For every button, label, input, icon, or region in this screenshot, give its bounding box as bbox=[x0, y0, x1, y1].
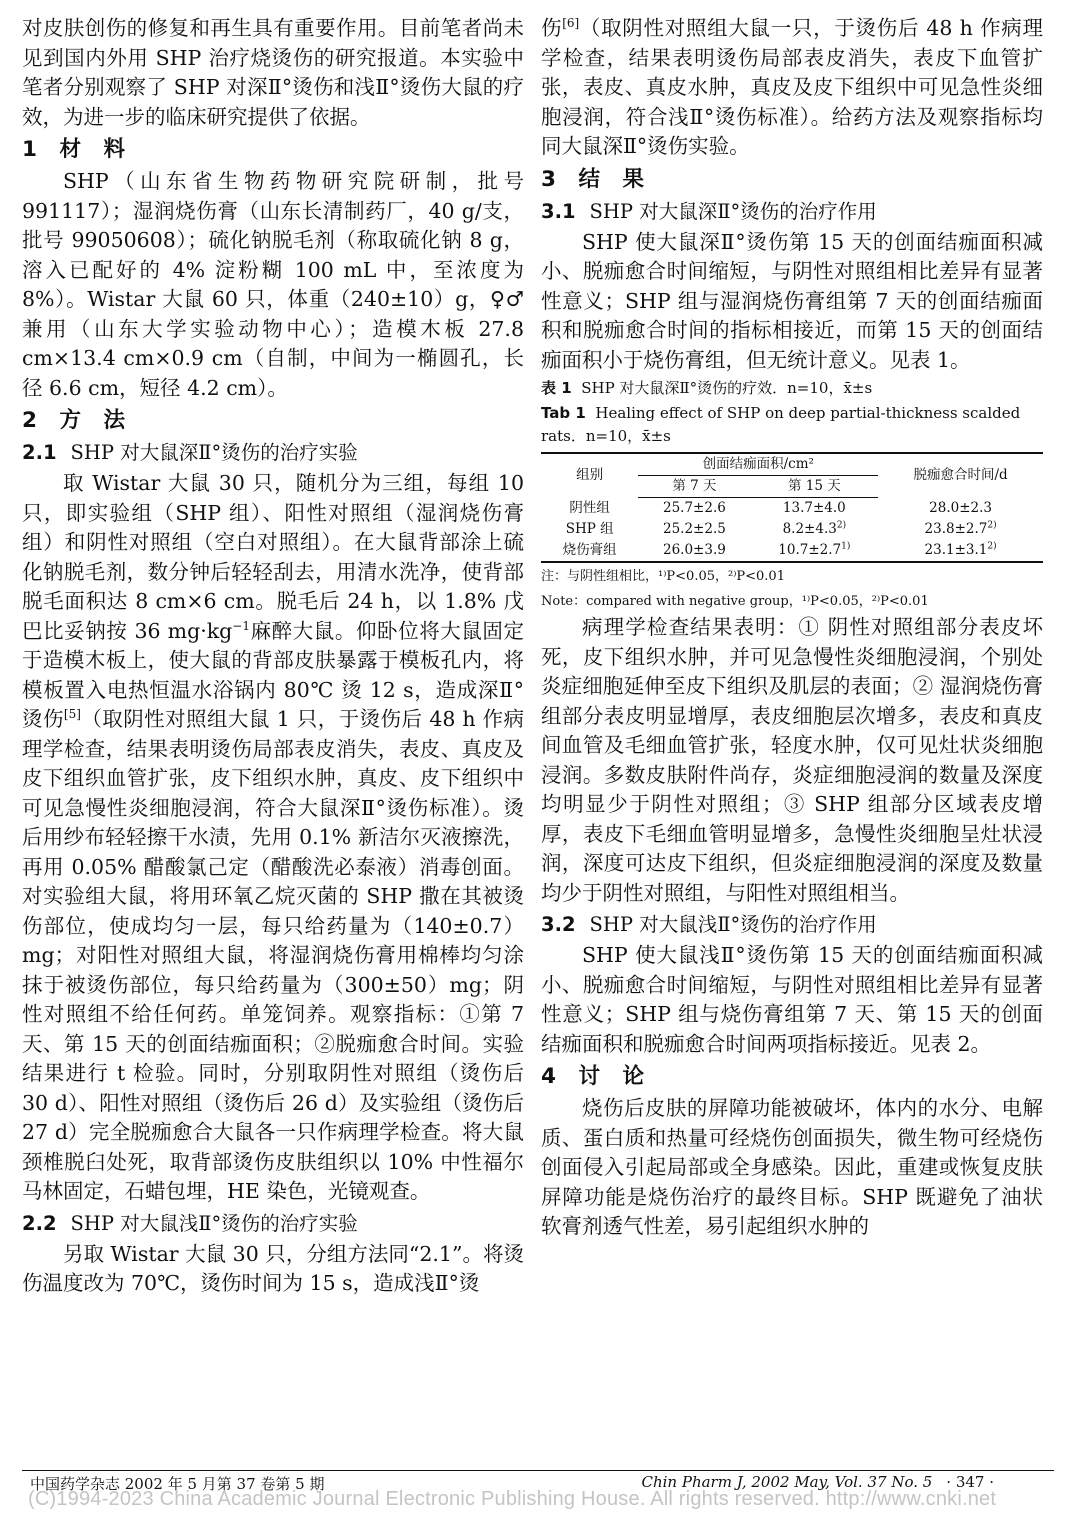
subsection-2-2-heading bbox=[22, 1209, 524, 1238]
cell-value: 23.1±3.1 bbox=[924, 542, 988, 558]
col-header-heal: 脱痂愈合时间/d bbox=[878, 453, 1043, 498]
table-caption-cn bbox=[541, 377, 1043, 400]
right-column bbox=[541, 14, 1043, 1242]
table-label: Tab 1 bbox=[541, 404, 586, 422]
table-row bbox=[541, 540, 1043, 562]
significance-marker: 1) bbox=[841, 541, 851, 552]
left-column bbox=[22, 14, 524, 1299]
col-header-area: 创面结痂面积/cm² bbox=[638, 453, 878, 476]
table-row bbox=[541, 498, 1043, 520]
table-caption-text: Healing effect of SHP on deep partial-thickness scalded rats．n=10，x̄±s bbox=[541, 404, 1021, 445]
cell-day15 bbox=[751, 498, 879, 520]
methods-2-2-paragraph: 另取 Wistar 大鼠 30 只，分组方法同“2.1”。将烫伤温度改为 70℃，烫伤时间为 15 s，造成浅Ⅱ°烫 bbox=[22, 1241, 524, 1295]
table-caption-en bbox=[541, 402, 1043, 448]
cell-heal bbox=[878, 498, 1043, 520]
subsection-title: SHP 对大鼠深Ⅱ°烫伤的治疗实验 bbox=[70, 441, 358, 464]
cell-value: 10.7±2.7 bbox=[778, 542, 842, 558]
cell-value: 13.7±4.0 bbox=[782, 500, 846, 516]
methods-2-1-paragraph bbox=[22, 469, 524, 1207]
copyright-watermark: (C)1994-2023 China Academic Journal Electronic Publishing House. All rights reserved. http://www.cnki.net bbox=[28, 1488, 997, 1510]
text-run: （取阴性对照组大鼠 1 只，于烫伤后 48 h 作病理学检查，结果表明烫伤局部表皮消失，表皮、真皮及皮下组织血管扩张，皮下组织水肿，真皮、皮下组织中可见急慢性炎细胞浸润，符合大鼠深Ⅱ°烫伤标准）。烫后用纱布轻轻擦干水渍，先用 0.1% 新洁尔灭液擦洗，再用 0.05% 醋酸氯己定（醋酸洗必泰液）消毒创面。对实验组大鼠，将用环氧乙烷灭菌的 SHP 撒在其被烫伤部位，使成均匀一层，每只给药量为（140±0.7）mg；对阳性对照组大鼠，将湿润烧伤膏用棉棒均匀涂抹于被烫伤部位，每只给药量为（300±50）mg；阴性对照组不给任何药。单笼饲养。观察指标：①第 7 天、第 15 天的创面结痂面积；②脱痂愈合时间。实验结果进行 t 检验。同时，分别取阴性对照组（烫伤后 30 d）、阳性对照组（烫伤后 26 d）及实验组（烫伤后 27 d）完全脱痂愈合大鼠各一只作病理学检查。将大鼠颈椎脱臼处死，取背部烫伤皮肤组织以 10% 中性福尔马林固定，石蜡包埋，HE 染色，光镜观查。 bbox=[22, 707, 524, 1203]
results-3-1-paragraph: SHP 使大鼠深Ⅱ°烫伤第 15 天的创面结痂面积减小、脱痂愈合时间缩短，与阴性对照组相比差异有显著性意义；SHP 组与湿润烧伤膏组第 7 天的创面结痂面积和脱痂愈合时间的指标相接近，而第 15 天的创面结痂面积小于烧伤膏组，但无统计意义。见表 1。 bbox=[541, 229, 1043, 372]
discussion-paragraph: 烧伤后皮肤的屏障功能被破坏，体内的水分、电解质、蛋白质和热量可经烧伤创面损失，微生物可经烧伤创面侵入引起局部或全身感染。因此，重建或恢复皮肤屏障功能是烧伤治疗的最终目标。SHP 既避免了油状软膏剂透气性差，易引起组织水肿的 bbox=[541, 1096, 1043, 1238]
table-note-cn: 注：与阴性组相比，¹⁾P<0.05，²⁾P<0.01 bbox=[541, 569, 785, 584]
subsection-number: 3.2 bbox=[541, 913, 576, 936]
cell-value: 23.8±2.7 bbox=[924, 521, 988, 537]
materials-paragraph: SHP（山东省生物药物研究院研制，批号 991117）；湿润烧伤膏（山东长清制药厂，40 g/支，批号 99050608）；硫化钠脱毛剂（称取硫化钠 8 g，溶入已配好的 4% 淀粉糊 100 mL 中，至浓度为 8%）。Wistar 大鼠 60 只，体重（240±10）g，♀♂兼用（山东大学实验动物中心）；造模木板 27.8 cm×13.4 cm×0.9 cm（自制，中间为一椭圆孔，长径 6.6 cm，短径 4.2 cm）。 bbox=[22, 169, 524, 400]
subsection-3-2-heading bbox=[541, 910, 1043, 939]
col-header-day15: 第 15 天 bbox=[751, 476, 879, 498]
cell-group: 阴性组 bbox=[569, 499, 610, 516]
subsection-number: 2.2 bbox=[22, 1211, 57, 1235]
table-row bbox=[541, 519, 1043, 540]
cell-value: 28.0±2.3 bbox=[929, 499, 993, 516]
significance-marker: 2) bbox=[987, 541, 997, 552]
text-run: （取阴性对照组大鼠一只，于烫伤后 48 h 作病理学检查，结果表明烫伤局部表皮消失，表皮下血管扩张，表皮、真皮水肿，真皮及皮下组织中可见急性炎细胞浸润，符合浅Ⅱ°烫伤标准）。给药方法及观察指标均同大鼠深Ⅱ°烫伤实验。 bbox=[541, 16, 1043, 158]
reference-marker: [5] bbox=[63, 707, 81, 722]
cell-day15 bbox=[751, 540, 879, 562]
table-note-en: Note：compared with negative group，¹⁾P<0.05，²⁾P<0.01 bbox=[541, 594, 929, 609]
reference-marker: [6] bbox=[562, 16, 580, 31]
results-3-2-paragraph: SHP 使大鼠浅Ⅱ°烫伤第 15 天的创面结痂面积减小、脱痂愈合时间缩短，与阴性对照组相比差异有显著性意义；SHP 组与烧伤膏组第 7 天、第 15 天的创面结痂面积和脱痂愈合时间两项指标接近。见表 2。 bbox=[541, 943, 1043, 1056]
section-results-heading: 3 结 果 bbox=[541, 166, 645, 192]
section-materials-heading: 1 材 料 bbox=[22, 137, 126, 162]
cell-day7: 26.0±3.9 bbox=[638, 540, 750, 562]
cell-day15 bbox=[751, 519, 879, 540]
superscript: −1 bbox=[232, 618, 250, 633]
subsection-title: SHP 对大鼠深Ⅱ°烫伤的治疗作用 bbox=[589, 199, 877, 223]
subsection-title: SHP 对大鼠浅Ⅱ°烫伤的治疗作用 bbox=[589, 913, 877, 936]
col-header-day7: 第 7 天 bbox=[638, 476, 750, 498]
cell-group: 烧伤膏组 bbox=[541, 540, 638, 562]
cell-group: SHP 组 bbox=[565, 521, 614, 537]
results-table bbox=[541, 452, 1043, 563]
cell-day7: 25.7±2.6 bbox=[662, 500, 726, 516]
cell-heal bbox=[878, 519, 1043, 540]
page-number: · 347 · bbox=[946, 1473, 994, 1491]
subsection-number: 2.1 bbox=[22, 441, 57, 464]
text-run: 取 Wistar 大鼠 30 只，随机分为三组，每组 10 只，即实验组（SHP 组）、阳性对照组（湿润烧伤膏组）和阴性对照组（空白对照组）。在大鼠背部涂上硫化钠脱毛剂，数分钟后轻轻刮去，用清水洗净，使背部脱毛面积达 8 cm×6 cm。脱毛后 24 h，以 1.8% 戊巴比妥钠按 36 mg·kg bbox=[22, 471, 524, 643]
table-caption-text: SHP 对大鼠深Ⅱ°烫伤的疗效．n=10，x̄±s bbox=[581, 379, 873, 397]
cell-value: 8.2±4.3 bbox=[782, 521, 837, 537]
cell-heal bbox=[878, 540, 1043, 562]
col-header-group: 组别 bbox=[541, 453, 638, 498]
footer-journal-cn: 中国药学杂志 2002 年 5 月第 37 卷第 5 期 bbox=[30, 1475, 325, 1493]
continued-paragraph bbox=[541, 14, 1043, 162]
text-run: 伤 bbox=[541, 16, 563, 40]
subsection-title: SHP 对大鼠浅Ⅱ°烫伤的治疗实验 bbox=[70, 1211, 358, 1235]
subsection-number: 3.1 bbox=[541, 199, 576, 223]
pathology-paragraph: 病理学检查结果表明：① 阴性对照组部分表皮坏死，皮下组织水肿，并可见急慢性炎细胞浸润，个别处炎症细胞延伸至皮下组织及肌层的表面；② 湿润烧伤膏组部分表皮明显增厚，表皮细胞层次增多，表皮和真皮间血管及毛细血管扩张，轻度水肿，仅可见灶状炎细胞浸润。多数皮肤附件尚存，炎症细胞浸润的数量及深度均明显少于阴性对照组；③ SHP 组部分区域表皮增厚，表皮下毛细血管明显增多，急慢性炎细胞呈灶状浸润，深度可达皮下组织，但炎症细胞浸润的深度及数量均少于阴性对照组，与阳性对照组相当。 bbox=[541, 615, 1043, 905]
intro-paragraph: 对皮肤创伤的修复和再生具有重要作用。目前笔者尚未见到国内外用 SHP 治疗烧烫伤的研究报道。本实验中笔者分别观察了 SHP 对深Ⅱ°烫伤和浅Ⅱ°烫伤大鼠的疗效，为进一步的临床研究提供了依据。 bbox=[22, 16, 524, 129]
section-methods-heading: 2 方 法 bbox=[22, 408, 126, 433]
significance-marker: 2) bbox=[987, 520, 997, 531]
footer-citation: Chin Pharm J, 2002 May, Vol. 37 No. 5 bbox=[641, 1473, 933, 1491]
significance-marker: 2) bbox=[836, 520, 847, 531]
subsection-2-1-heading bbox=[22, 438, 524, 467]
section-discussion-heading: 4 讨 论 bbox=[541, 1064, 645, 1089]
cell-day7: 25.2±2.5 bbox=[662, 521, 726, 537]
text-run: 麻醉大鼠。仰卧位将大鼠固定于造模木板上，使大鼠的背部皮肤暴露于模板孔内，将模板置入电热恒温水浴锅内 80℃ 烫 12 s，造成深Ⅱ°烫伤 bbox=[22, 618, 525, 731]
subsection-3-1-heading bbox=[541, 197, 1043, 226]
table-label: 表 1 bbox=[541, 379, 572, 397]
